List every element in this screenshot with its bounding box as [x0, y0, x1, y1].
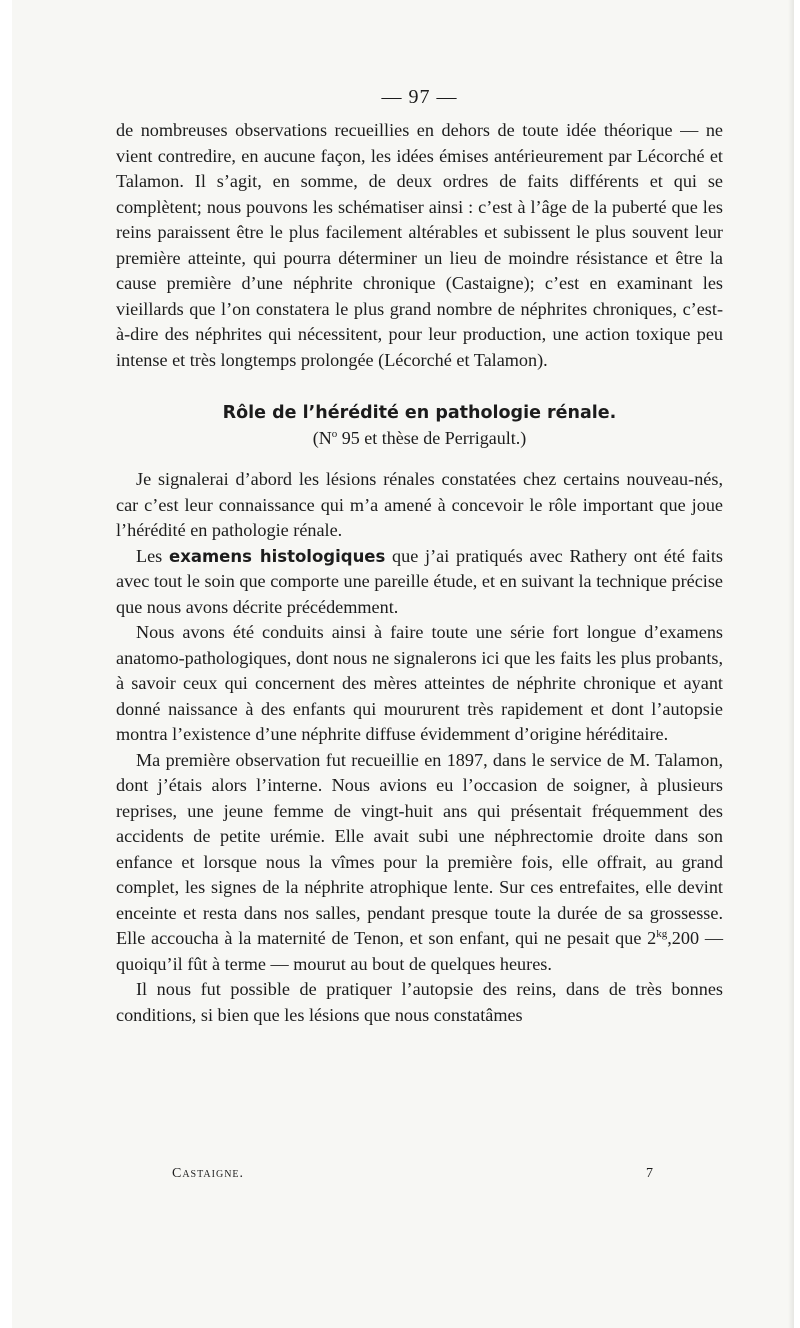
paragraph-6: Il nous fut possible de pratiquer l’autopsie des reins, dans de très bonnes conditions, si bien que les lésions que nous constatâmes	[116, 979, 723, 1025]
page-content	[116, 84, 724, 1181]
sheet-mark: 7	[646, 1166, 654, 1181]
paragraph-5-sup: kg	[656, 927, 668, 940]
section-reference-rest: 95 et thèse de Perrigault.)	[337, 428, 527, 448]
page-number: — 97 —	[381, 86, 458, 108]
paragraph-3-before: Les	[136, 545, 169, 566]
printer-signature: Castaigne.	[172, 1166, 245, 1181]
paragraph-1: de nombreuses observations recueillies en dehors de toute idée théorique — ne vient contredire, en aucune façon, les idées émises antérieurement par Lécorché et Talamon. Il s’agit, en somme, de deux ordres de faits différents et qui se complètent; nous pouvons les schématiser ainsi : c’est à l’âge de la puberté que les reins paraissent être le plus facilement altérables et subissent le plus souvent leur première atteinte, qui pourra déterminer un lieu de moindre résistance et être la cause première d’une néphrite chronique (Castaigne); c’est en examinant les vieillards que l’on constatera le plus grand nombre de néphrites chroniques, c’est-à-dire des néphrites qui nécessitent, pour leur production, une action toxique peu intense et très longtemps prolongée (Lécorché et Talamon).	[116, 120, 723, 370]
section-reference-open: (N	[312, 428, 332, 448]
paragraph-3-bold: examens histologiques	[169, 546, 386, 566]
section-reference-sup: o	[331, 428, 338, 440]
paragraph-4: Nous avons été conduits ainsi à faire toute une série fort longue d’examens anatomo-pathologiques, dont nous ne signalerons ici que les faits les plus probants, à savoir ceux qui concernent des mères atteintes de néphrite chronique et ayant donné naissance à des enfants qui moururent très rapidement et dont l’autopsie montra l’existence d’une néphrite diffuse évidemment d’origine héréditaire.	[116, 622, 723, 744]
book-page	[12, 0, 794, 1328]
page-edge-shadow	[788, 0, 794, 1328]
section-reference	[116, 426, 723, 451]
paragraph-3	[116, 544, 723, 621]
paragraph-5	[116, 748, 723, 978]
paragraph-5-after: ,200 — quoiqu’il fût à terme — mourut au bout de quelques heures.	[116, 928, 724, 974]
section-title: Rôle de l’hérédité en pathologie rénale.	[222, 403, 617, 423]
paragraph-2: Je signalerai d’abord les lésions rénales constatées chez certains nouveau-nés, car c’est leur connaissance qui m’a amené à concevoir le rôle important que joue l’hérédité en pathologie rénale.	[116, 469, 723, 540]
paragraph-3-after: que j’ai pratiqués avec Rathery ont été faits avec tout le soin que comporte une pareille étude, et en suivant la technique précise que nous avons décrite précédemment.	[116, 545, 723, 617]
paragraph-5-before: Ma première observation fut recueillie en 1897, dans le service de M. Talamon, dont j’étais alors l’interne. Nous avions eu l’occasion de soigner, à plusieurs reprises, une jeune femme de vingt-huit ans qui présentait fréquemment des accidents de petite urémie. Elle avait subi une néphrectomie droite dans son enfance et lorsque nous la vîmes pour la première fois, elle offrait, au grand complet, les signes de la néphrite atrophique lente. Sur ces entrefaites, elle devint enceinte et resta dans nos salles, pendant presque toute la durée de sa grossesse. Elle accoucha à la maternité de Tenon, et son enfant, qui ne pesait que 2	[116, 749, 723, 948]
